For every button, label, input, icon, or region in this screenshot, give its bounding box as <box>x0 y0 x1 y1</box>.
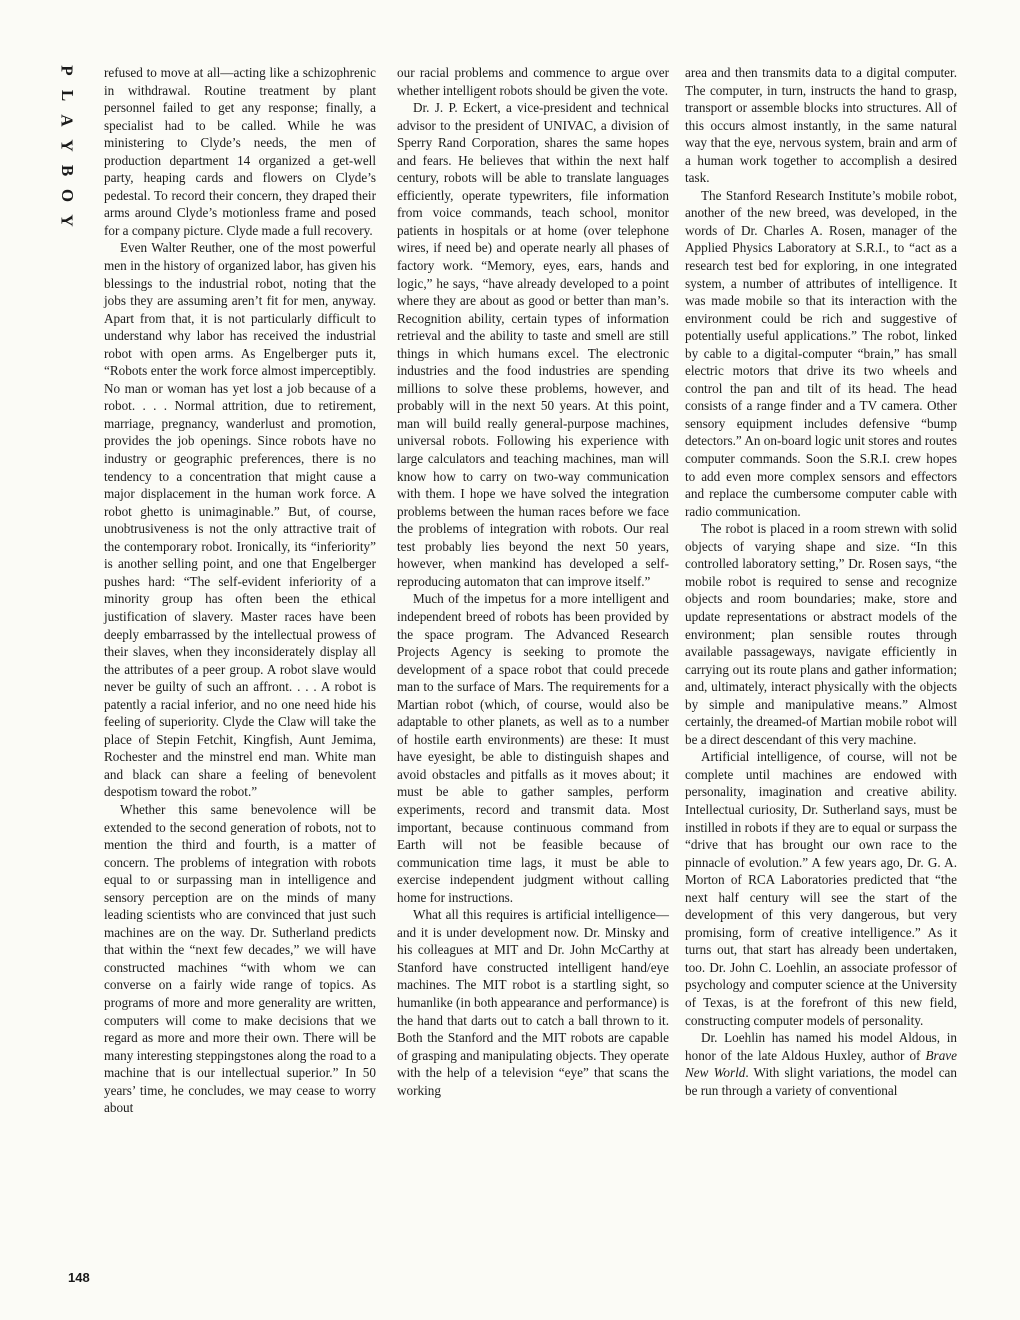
masthead-letter: O <box>57 188 77 204</box>
masthead-letter: Y <box>58 139 77 153</box>
paragraph: Even Walter Reuther, one of the most powerful men in the history of organized labor, has given his blessings to the industrial robot, noting that the jobs they are assuming aren’t fit for men, anyway. Apart from that, it is not particularly difficult to understand why labor has received the industrial robot with open arms. As Engelberger puts it, “Robots enter the work force almost imperceptibly. No man or woman has yet lost a job because of a robot. . . . Normal attrition, due to retirement, marriage, pregnancy, wanderlust and promotion, provides the job openings. Since robots have no industry or geographic preferences, there is no tendency to a concentration that might cause a major displacement in the human work force. A robot ghetto is unimaginable.” But, of course, unobtrusiveness is not the only attractive trait of the contemporary robot. Ironically, its “inferiority” is another selling point, and one that Engelberger pushes hard: “The self-evident inferiority of a minority group has often been the ethical justification of slavery. Master races have been deeply embarrassed by the intellectual prowess of their slaves, when they inconsiderately display all the attributes of a peer group. A robot slave would never be guilty of such an affront. . . . A robot is patently a racial inferior, and no one need hide his feeling of superiority. Clyde the Claw will take the place of Stepin Fetchit, Kingfish, Aunt Jemima, Rochester and the minstrel end man. White man and black can share a feeling of benevolent despotism toward the robot.” <box>104 240 376 800</box>
paragraph: area and then transmits data to a digital computer. The computer, in turn, instructs the hand to grasp, transport or assemble blocks into structures. All of this occurs almost instantly, in the same natural way that the eye, nervous system, brain and arm of a human work together to accomplish a desired task. <box>685 65 957 186</box>
paragraph: Whether this same benevolence will be extended to the second generation of robots, not to mention the third and fourth, is a matter of concern. The problems of integration with robots equal to or surpassing man in intelligence and sensory perception are on the minds of many leading scientists who are convinced that just such machines are on the way. Dr. Sutherland predicts that within the “next few decades,” we will have constructed machines “with whom we can converse on a fairly wide range of topics. As programs of more and more generality are written, computers will come to make decisions that we regard as more and more their own. There will be many interesting steppingstones along the road to a machine that is our intellectual superior.” In 50 years’ time, he concludes, we may cease to worry about <box>104 801 376 1116</box>
paragraph: our racial problems and commence to argue over whether intelligent robots should be given the vote. <box>397 65 669 98</box>
paragraph: Artificial intelligence, of course, will not be complete until machines are endowed with personality, imagination and creative ability. Intellectual curiosity, Dr. Sutherland says, must be instilled in robots if they are to equal or surpass the “drive that has brought our own race to the pinnacle of evolution.” A few years ago, Dr. G. A. Morton of RCA Laboratories predicted that “the next half century will see the start of the development of this very dangerous, but very promising, form of creative intelligence.” As it turns out, that start has already been undertaken, too. Dr. John C. Loehlin, an associate professor of psychology and computer science at the University of Texas, is at the forefront of this new field, constructing computer models of personality. <box>685 749 957 1028</box>
paragraph: The robot is placed in a room strewn with solid objects of varying shape and size. “In this controlled laboratory setting,” Dr. Rosen says, “the mobile robot is required to sense and recognize objects and room boundaries; make, store and update representations or abstract models of the environment; plan sensible routes through available passageways, navigate efficiently in carrying out its route plans and gather information; and, ultimately, interact physically with the objects by simple and manipulative means.” Almost certainly, the dreamed-of Martian mobile robot will be a direct descendant of this very machine. <box>685 521 957 747</box>
paragraph: Dr. J. P. Eckert, a vice-president and technical advisor to the president of UNIVAC, a division of Sperry Rand Corporation, shares the same hopes and fears. He believes that within the next half century, robots will be able to translate languages efficiently, operate typewriters, file information from voice commands, teach school, monitor patients in hospitals or at home (over telephone wires, if need be) and operate nearly all phases of factory work. “Memory, eyes, ears, hands and logic,” he says, “have already developed to a point where they are about as good or better than man’s. Recognition ability, certain types of information retrieval and the ability to taste and smell are still things in which humans excel. The electronic industries and the food industries are spending millions to solve these problems, however, and probably will in the next 50 years. At this point, man will build really general-purpose machines, universal robots. Following his experience with large calculators and teaching machines, man will know how to carry on two-way communication with them. I hope we have solved the integration problems between the human races before we face the problems of integration with robots. Our real test probably lies beyond the next 50 years, however, when mankind has developed a self-reproducing automaton that can improve itself.” <box>397 100 669 589</box>
page-number: 148 <box>68 1270 90 1285</box>
masthead-letter: B <box>58 164 77 178</box>
text-column-2 <box>397 64 669 1099</box>
text-column-3 <box>685 64 957 1099</box>
book-title: Brave New World <box>685 1047 957 1081</box>
text-column-1 <box>104 64 376 1117</box>
paragraph: refused to move at all—acting like a schizophrenic in withdrawal. Routine treatment by plant personnel failed to get any response; finally, a specialist had to be called. While he was ministering to Clyde’s needs, the men of production department 14 organized a get-well party, heaping cards and flowers on Clyde’s pedestal. To record their concern, they draped their arms around Clyde’s motionless frame and posed for a company picture. Clyde made a full recovery. <box>104 65 376 238</box>
paragraph: What all this requires is artificial intelligence—and it is under development now. Dr. Minsky and his colleagues at MIT and Dr. John McCarthy at Stanford have constructed intelligent hand/eye machines. The MIT robot is a startling sight, so humanlike (in both appearance and performance) is the hand that darts out to catch a ball thrown to it. Both the Stanford and the MIT robots are capable of grasping and manipulating objects. They operate with the help of a television “eye” that scans the working <box>397 907 669 1098</box>
magazine-masthead <box>56 60 78 235</box>
masthead-letter: A <box>58 114 77 128</box>
masthead-letter: P <box>57 65 77 77</box>
paragraph: Much of the impetus for a more intelligent and independent breed of robots has been provided by the space program. The Advanced Research Projects Agency is seeking to promote the development of a space robot that could precede man to the surface of Mars. The requirements for a Martian robot (which, of course, would also be adaptable to other planets, as well as to a number of hostile earth environments) are these: It must have eyesight, be able to distinguish shapes and avoid obstacles and pitfalls as it moves about; it must be able to gather samples, perform experiments, record and transmit data. Most important, because continuous command from Earth will not be feasible because of communication time lags, it must be able to exercise independent judgment without calling home for instructions. <box>397 591 669 905</box>
paragraph: Dr. Loehlin has named his model Aldous, in honor of the late Aldous Huxley, author of Brave New World. With slight variations, the model can be run through a variety of conventional <box>685 1030 958 1098</box>
paragraph: The Stanford Research Institute’s mobile robot, another of the new breed, was developed, in the words of Dr. Charles A. Rosen, manager of the Applied Physics Laboratory at S.R.I., to “act as a research test bed for exploring, in one integrated system, a number of attributes of intelligence. It was made mobile so that its interaction with the environment could be rich and suggestive of potentially useful applications.” The robot, linked by cable to a digital-computer “brain,” has small electric motors that drive its two wheels and control the pan and tilt of its head. The head consists of a range finder and a TV camera. Other sensory equipment includes defensive “bump detectors.” An on-board logic unit stores and routes computer commands. Soon the S.R.I. crew hopes to add even more complex sensors and effectors and replace the cumbersome computer cable with radio communication. <box>685 187 957 519</box>
masthead-letter: Y <box>58 214 77 228</box>
masthead-letter: L <box>58 89 77 103</box>
